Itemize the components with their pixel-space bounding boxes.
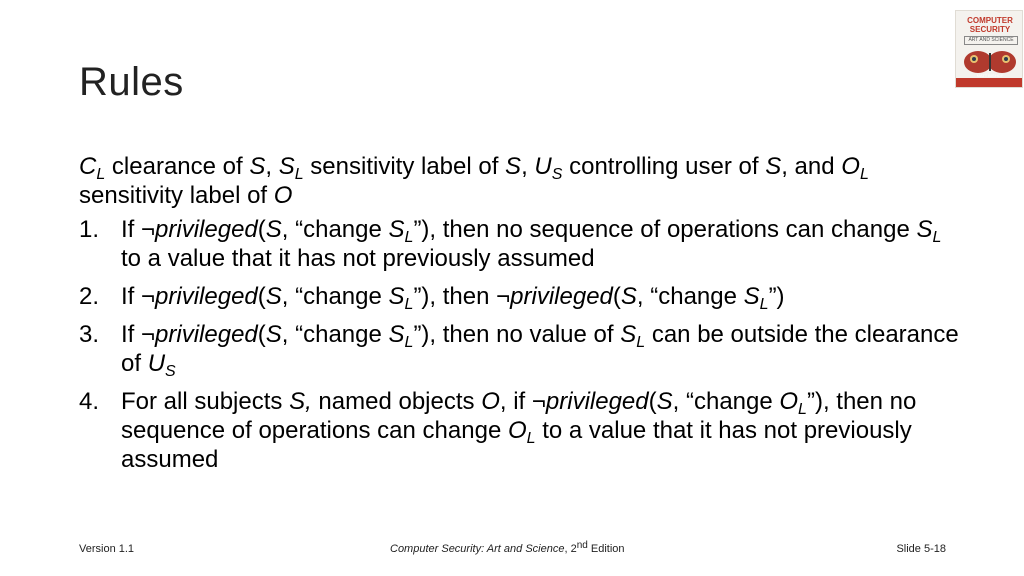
- footer-book-title: Computer Security: Art and Science, 2nd Edition: [390, 540, 625, 555]
- book-cover-image: [955, 10, 1023, 88]
- rule-item-2: 2. If ¬privileged(S, “change $S_L$”), then ¬privileged(S, “change $S_L$”): [79, 283, 785, 313]
- rule-item-4: 4. For all subjects S, named objects O, if ¬privileged(S, “change $O_L$”), then no sequence of operations can change $O_L$ to a value that it has not previously assumed: [79, 388, 917, 473]
- slide-footer: [0, 540, 1024, 559]
- slide-title: Rules: [79, 60, 184, 104]
- cover-author: MATT BISHOP: [976, 73, 1004, 78]
- footer-slide-number: Slide 5-18: [896, 543, 946, 555]
- rule-item-3: 3. If ¬privileged(S, “change $S_L$”), then no value of $S_L$ can be outside the clearance of $U_S$: [79, 321, 959, 380]
- slide-body: [79, 152, 959, 483]
- rule-item-1: 1. If ¬privileged(S, “change $S_L$”), then no sequence of operations can change $S_L$ to a value that it has not previously assumed: [79, 216, 942, 272]
- footer-version: Version 1.1: [79, 543, 135, 555]
- cover-title-line2: SECURITY: [969, 25, 1011, 34]
- cover-footer-bar: [956, 78, 1022, 87]
- cover-subtitle: ART AND SCIENCE: [964, 36, 1018, 45]
- cover-title-line1: COMPUTER: [967, 16, 1013, 25]
- definitions-paragraph: $C_L$ clearance of S, $S_L$ sensitivity label of S, $U_S$ controlling user of S, and $O_L$ sensitivity label of O: [79, 153, 869, 209]
